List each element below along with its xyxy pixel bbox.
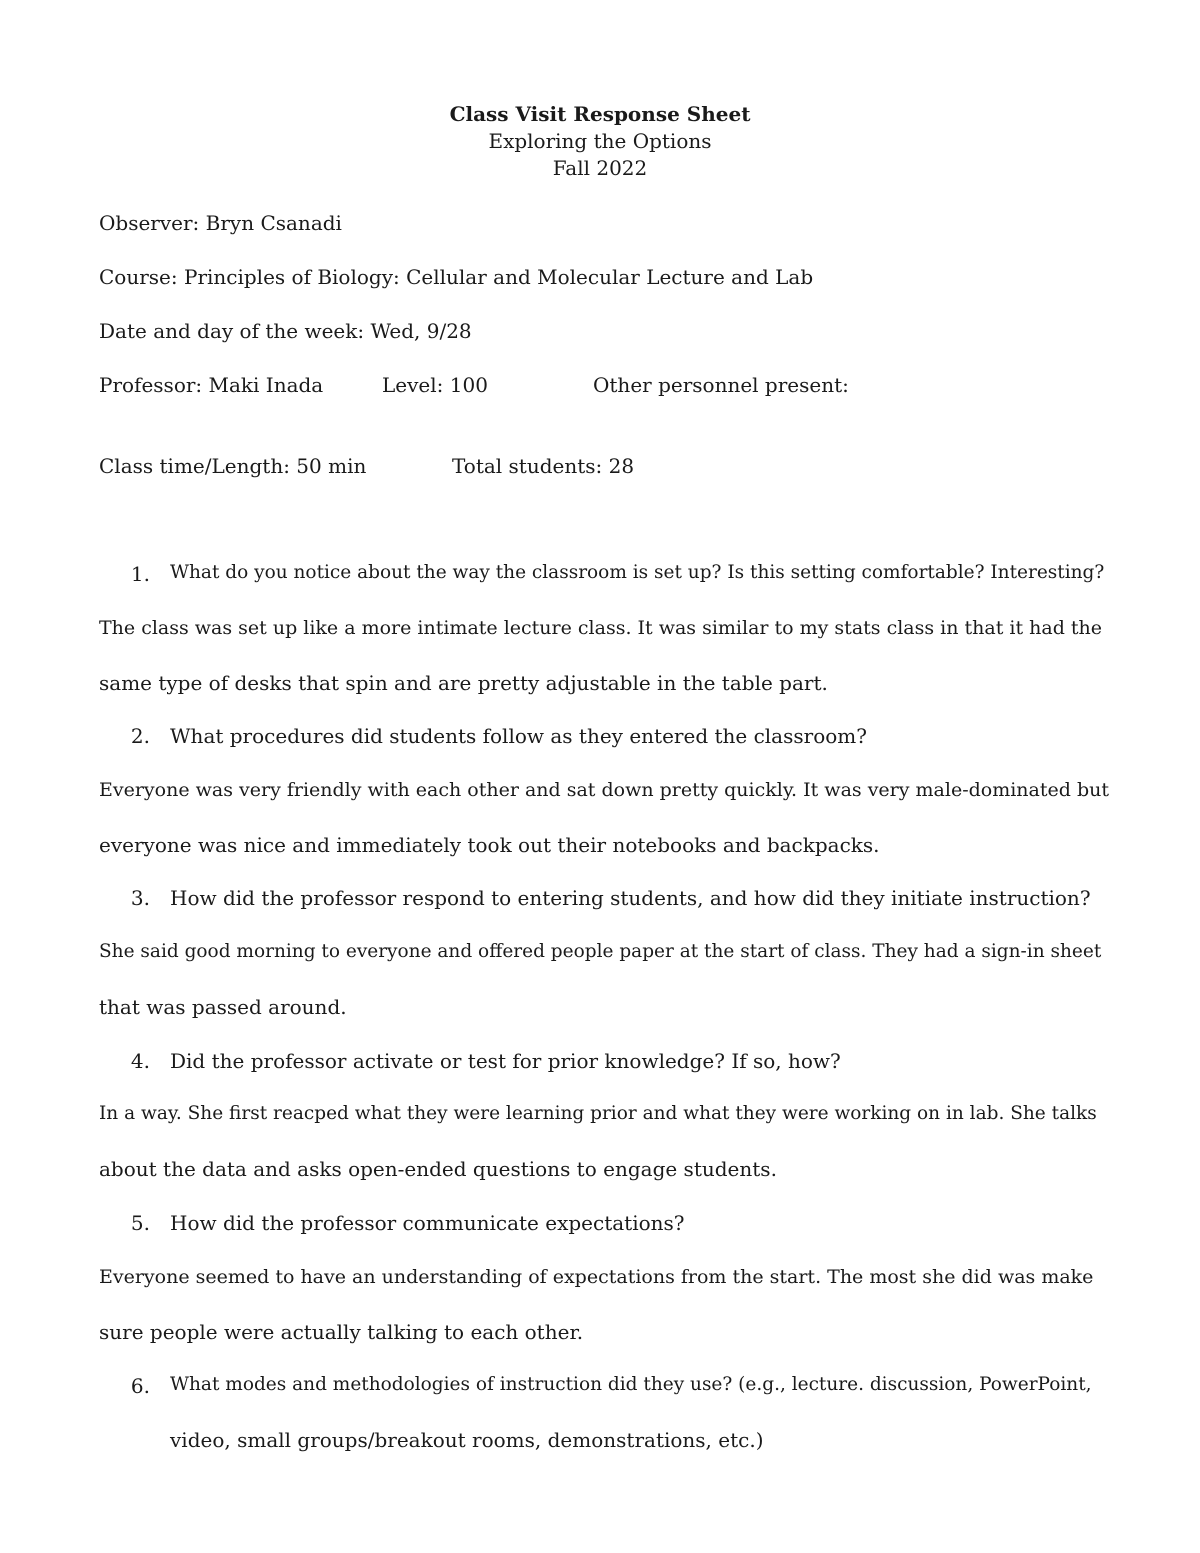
question-number: 1. (130, 562, 150, 586)
class-time-field: Class time/Length: 50 min (99, 454, 367, 478)
date-field: Date and day of the week: Wed, 9/28 (99, 319, 472, 343)
answer-line: Everyone seemed to have an understanding of expectations from the start. The most she did was make (99, 1266, 1094, 1288)
question-text: What modes and methodologies of instruction did they use? (e.g., lecture. discussion, PowerPoint, (170, 1374, 1092, 1395)
question-number: 6. (130, 1374, 150, 1398)
question-text: Did the professor activate or test for prior knowledge? If so, how? (170, 1049, 841, 1073)
question-text: What do you notice about the way the classroom is set up? Is this setting comfortable? Interesting? (170, 562, 1105, 583)
question-text: What procedures did students follow as they entered the classroom? (170, 724, 867, 748)
question-text: How did the professor communicate expectations? (170, 1211, 685, 1235)
question-text: video, small groups/breakout rooms, demonstrations, etc.) (170, 1428, 764, 1452)
question-number: 4. (130, 1049, 150, 1073)
document-term: Fall 2022 (552, 156, 648, 180)
answer-line: same type of desks that spin and are pretty adjustable in the table part. (99, 671, 828, 695)
course-field: Course: Principles of Biology: Cellular and Molecular Lecture and Lab (99, 265, 814, 289)
answer-line: about the data and asks open-ended questions to engage students. (99, 1157, 777, 1181)
answer-line: The class was set up like a more intimate lecture class. It was similar to my stats class in that it had the (99, 617, 1103, 639)
level-field: Level: 100 (382, 373, 488, 397)
question-number: 5. (130, 1211, 150, 1235)
question-number: 2. (130, 724, 150, 748)
answer-line: She said good morning to everyone and offered people paper at the start of class. They had a sign-in sheet (99, 941, 1102, 962)
professor-field: Professor: Maki Inada (99, 373, 324, 397)
question-text: How did the professor respond to entering students, and how did they initiate instruction? (170, 886, 1091, 910)
observer-field: Observer: Bryn Csanadi (99, 211, 342, 235)
document-subtitle: Exploring the Options (488, 129, 712, 153)
answer-line: Everyone was very friendly with each other and sat down pretty quickly. It was very male-dominated but (99, 779, 1109, 801)
document-title: Class Visit Response Sheet (449, 102, 751, 126)
answer-line: In a way. She first reacped what they were learning prior and what they were working on in lab. She talks (99, 1103, 1097, 1124)
total-students-field: Total students: 28 (452, 454, 635, 478)
other-personnel-field: Other personnel present: (593, 373, 849, 397)
answer-line: sure people were actually talking to each other. (99, 1320, 584, 1344)
answer-line: that was passed around. (99, 995, 347, 1019)
question-number: 3. (130, 886, 150, 910)
answer-line: everyone was nice and immediately took out their notebooks and backpacks. (99, 833, 880, 857)
